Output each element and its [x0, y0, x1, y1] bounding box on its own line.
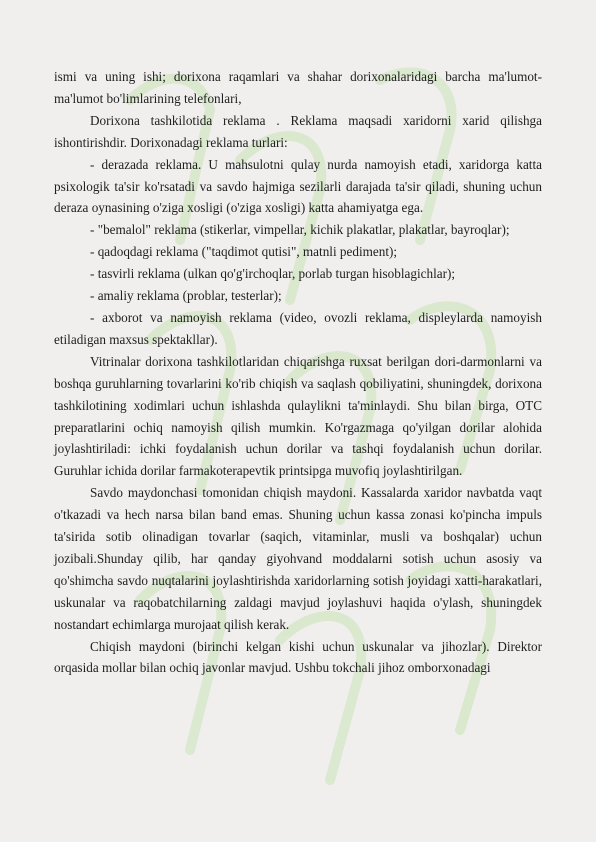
- list-item: - derazada reklama. U mahsulotni qulay nurda namoyish etadi, xaridorga katta psixologik ta'sir ko'rsatadi va savdo hajmiga sezilarli darajada ta'sir qiladi, shuning uchun deraza oynasining o'ziga xosligi (o'ziga xosligi) katta ahamiyatga ega.: [54, 156, 542, 216]
- list-item: - amaliy reklama (problar, testerlar);: [90, 288, 282, 304]
- paragraph: Vitrinalar dorixona tashkilotlaridan chiqarishga ruxsat berilgan dori-darmonlarni va boshqa guruhlarning tovarlarini ko'rib chiqish va saqlash qobiliyatini, shuningdek, dorixona tashkilotining xodimlari uchun ishlashda qulaylikni ta'minlaydi. Shu bilan birga, OTC preparatlarini ochiq namoyish qilish mumkin. Ko'rgazmaga qo'yilgan dorilar alohida joylashtiriladi: ichki foydalanish uchun dorilar va tashqi foydalanish uchun dorilar. Guruhlar ichida dorilar farmakoterapevtik printsipga muvofiq joylashtirilgan.: [54, 353, 542, 479]
- paragraph: ismi va uning ishi; dorixona raqamlari va shahar dorixonalaridagi barcha ma'lumot-ma'lumot bo'limlarining telefonlari,: [54, 69, 542, 106]
- paragraph: Dorixona tashkilotida reklama . Reklama maqsadi xaridorni xarid qilishga ishontirishdir. Dorixonadagi reklama turlari:: [54, 112, 542, 150]
- list-item: - axborot va namoyish reklama (video, ovozli reklama, displeylarda namoyish etiladigan maxsus spektakllar).: [54, 309, 542, 347]
- list-item: - qadoqdagi reklama ("taqdimot qutisi", matnli pediment);: [90, 244, 398, 260]
- paragraph: Chiqish maydoni (birinchi kelgan kishi uchun uskunalar va jihozlar). Direktor orqasida mollar bilan ochiq javonlar mavjud. Ushbu tokchali jihoz omborxonadagi: [54, 638, 542, 676]
- body-text: [54, 66, 542, 679]
- list-item: - "bemalol" reklama (stikerlar, vimpellar, kichik plakatlar, plakatlar, bayroqlar);: [90, 222, 510, 238]
- paragraph: Savdo maydonchasi tomonidan chiqish maydoni. Kassalarda xaridor navbatda vaqt o'tkazadi va hech narsa bilan band emas. Shuning uchun kassa zonasi ko'pincha impuls ta'sirida sotib olinadigan tovarlar (saqich, vitaminlar, musli va boshqalar) uchun jozibali.Shunday qilib, har qanday giyohvand moddalarni sotish uchun asosiy va qo'shimcha savdo nuqtalarini joylashtirishda xaridorlarning sotish joyidagi xatti-harakatlari, uskunalar va raqobatchilarning zaldagi mavjud joylashuvi haqida o'ylash, shuningdek nostandart echimlarga murojaat qilish kerak.: [54, 485, 542, 632]
- list-item: - tasvirli reklama (ulkan qo'g'irchoqlar, porlab turgan hisoblagichlar);: [90, 266, 456, 282]
